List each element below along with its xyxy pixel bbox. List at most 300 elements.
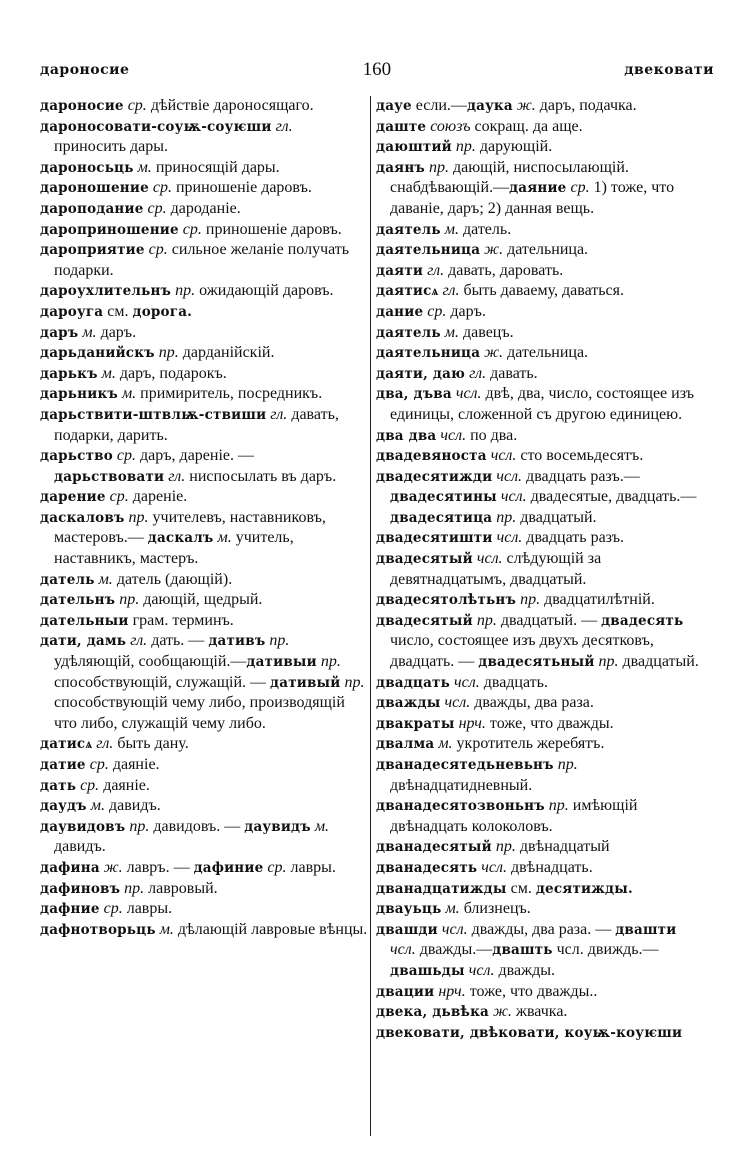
- definition-text: двадцать.: [479, 673, 548, 691]
- grammar-label: чсл.: [486, 447, 517, 465]
- definition-text: укротитель жеребятъ.: [452, 735, 605, 753]
- definition-text: даръ, подачка.: [535, 97, 637, 114]
- definition-text: способствующій, служащій. —: [54, 673, 271, 691]
- headword: датие: [40, 757, 86, 773]
- definition-text: дароданіе.: [166, 199, 241, 217]
- headword: двадесятишти: [376, 530, 493, 547]
- dictionary-entry: [376, 549, 706, 590]
- headword: даувидовъ: [40, 818, 126, 835]
- dictionary-entry: [40, 858, 368, 879]
- headword: дванадесятый: [376, 839, 492, 856]
- grammar-label: пр.: [124, 508, 149, 526]
- grammar-label: чсл.: [437, 920, 468, 938]
- definition-text: давать, даровать.: [444, 261, 564, 279]
- grammar-label: гл.: [126, 632, 148, 650]
- grammar-label: м.: [133, 158, 152, 176]
- dictionary-entry: [376, 220, 706, 241]
- headword: двадевяноста: [376, 448, 487, 465]
- definition-text: имѣющій двѣнадцать колоколовъ.: [390, 797, 638, 835]
- grammar-label: гл.: [164, 467, 186, 485]
- definition-text: лавровый.: [144, 879, 218, 897]
- headword: дорога.: [132, 303, 193, 320]
- grammar-label: пр.: [125, 817, 150, 835]
- grammar-label: чсл.: [492, 529, 523, 547]
- grammar-label: ср.: [76, 776, 100, 794]
- left-column: [40, 96, 368, 940]
- definition-text: датель (дающій).: [112, 570, 233, 588]
- page-header: [40, 56, 714, 84]
- grammar-label: чсл.: [464, 961, 495, 979]
- headword: двации: [376, 983, 435, 1000]
- headword: дательнъ: [40, 592, 116, 609]
- grammar-label: гл.: [423, 261, 445, 279]
- headword: дароприношение: [40, 221, 179, 238]
- headword: даяние: [509, 180, 567, 197]
- grammar-label: чсл.: [449, 673, 480, 691]
- headword: двадесятьный: [478, 654, 595, 671]
- definition-text: даяніе.: [99, 776, 150, 794]
- dictionary-entry: [40, 96, 368, 117]
- grammar-label: м.: [440, 220, 459, 238]
- headword: двадесять: [601, 612, 684, 629]
- dictionary-entry: [376, 467, 706, 529]
- grammar-label: м.: [78, 323, 97, 341]
- headword: дафиние: [193, 859, 264, 876]
- grammar-label: ж.: [99, 858, 123, 876]
- grammar-label: м.: [310, 817, 330, 835]
- definition-text: дважды, два раза.: [470, 694, 594, 712]
- definition-text: тоже, что дважды..: [465, 982, 598, 1000]
- dictionary-entry: [376, 364, 706, 385]
- grammar-label: м.: [97, 364, 116, 382]
- definition-text: дареніе.: [128, 488, 188, 506]
- headword: дароносовати-соуѭ-соуѥши: [40, 118, 272, 135]
- headword: даятель: [376, 324, 441, 341]
- dictionary-entry: [40, 570, 368, 591]
- definition-text: ожидающій даровъ.: [195, 282, 334, 300]
- definition-text: приносящій дары.: [151, 158, 280, 176]
- headword: двадесятый: [376, 612, 473, 629]
- headword: дарьствовати: [54, 468, 165, 485]
- dictionary-entry: [376, 343, 706, 364]
- dictionary-entry: [376, 899, 706, 920]
- running-headword-left: дароносие: [40, 62, 130, 78]
- definition-text: даръ, подарокъ.: [115, 364, 227, 382]
- definition-text: лавръ. —: [122, 858, 194, 876]
- dictionary-entry: [376, 693, 706, 714]
- dictionary-entry: [40, 446, 368, 487]
- dictionary-entry: [40, 405, 368, 446]
- grammar-label: пр.: [120, 879, 145, 897]
- definition-text: двѣнадцатый: [515, 838, 610, 856]
- headword: дауе: [376, 98, 412, 114]
- headword: двадесятолѣтьнъ: [376, 592, 517, 609]
- grammar-label: гл.: [465, 364, 487, 382]
- grammar-label: ср.: [263, 858, 287, 876]
- dictionary-entry: [40, 776, 368, 797]
- dictionary-entry: [376, 158, 706, 220]
- dictionary-entry: [40, 796, 368, 817]
- dictionary-entry: [376, 714, 706, 735]
- headword: дание: [376, 303, 424, 320]
- definition-text: дающій, ниспосылающій. снабдѣвающій.—: [390, 158, 629, 197]
- dictionary-entry: [376, 528, 706, 549]
- headword: дати, дамь: [40, 633, 127, 650]
- definition-text: приношеніе даровъ.: [201, 220, 342, 238]
- dictionary-entry: [376, 323, 706, 344]
- dictionary-entry: [40, 158, 368, 179]
- dictionary-entry: [376, 426, 706, 447]
- grammar-label: ж.: [489, 1003, 512, 1021]
- grammar-label: пр.: [340, 673, 365, 691]
- dictionary-entry: [376, 261, 706, 282]
- dictionary-entry: [376, 281, 706, 302]
- dictionary-entry: [40, 240, 368, 281]
- headword: даятельница: [376, 242, 481, 259]
- grammar-label: пр.: [115, 591, 140, 609]
- grammar-label: нрч.: [434, 982, 466, 1000]
- grammar-label: гл.: [438, 282, 460, 300]
- grammar-label: м.: [155, 920, 174, 938]
- dictionary-entry: [376, 920, 706, 982]
- headword: двашди: [376, 921, 438, 938]
- definition-text: давать, подарки, дарить.: [54, 405, 339, 444]
- right-column: [376, 96, 706, 1043]
- definition-text: дательница.: [503, 344, 589, 362]
- definition-text: см.: [103, 302, 133, 320]
- dictionary-entry: [40, 879, 368, 900]
- definition-text: ниспосылать въ даръ.: [185, 467, 337, 485]
- column-divider: [370, 96, 371, 1136]
- headword: дафина: [40, 859, 100, 876]
- headword: двадесятый: [376, 551, 473, 568]
- headword: датель: [40, 571, 95, 588]
- definition-text: быть даваему, даваться.: [459, 282, 624, 300]
- headword: дванадцатижды: [376, 880, 507, 897]
- grammar-label: пр.: [316, 653, 341, 671]
- headword: два два: [376, 427, 437, 444]
- dictionary-entry: [40, 199, 368, 220]
- headword: даятельница: [376, 345, 481, 362]
- headword: двалма: [376, 736, 435, 753]
- grammar-label: ср.: [99, 900, 123, 918]
- definition-text: дѣйствіе дароносящаго.: [146, 97, 314, 114]
- definition-text: датель.: [458, 220, 512, 238]
- definition-text: близнецъ.: [459, 900, 531, 918]
- grammar-label: м.: [213, 529, 232, 547]
- headword: дванадесятозвоньнъ: [376, 798, 545, 815]
- definition-text: даръ.: [96, 323, 137, 341]
- dictionary-entry: [40, 220, 368, 241]
- grammar-label: пр.: [424, 158, 449, 176]
- headword: даскалъ: [147, 530, 214, 547]
- headword: датисѧ: [40, 736, 93, 753]
- grammar-label: пр.: [451, 138, 476, 156]
- headword: дароуга: [40, 303, 104, 320]
- headword: дафние: [40, 901, 100, 918]
- headword: двадесятица: [390, 509, 493, 526]
- dictionary-entry: [376, 755, 706, 796]
- headword: даюштий: [376, 139, 452, 156]
- headword: дативыи: [246, 654, 317, 671]
- dictionary-entry: [40, 755, 368, 776]
- definition-text: двадесятые, двадцать.—: [526, 488, 697, 506]
- dictionary-entry: [376, 982, 706, 1003]
- grammar-label: союзъ: [426, 117, 471, 135]
- headword: даудъ: [40, 798, 87, 815]
- definition-text: давидъ.: [54, 838, 106, 856]
- dictionary-entry: [40, 117, 368, 158]
- headword: даятель: [376, 221, 441, 238]
- definition-text: если.—: [411, 97, 467, 114]
- dictionary-entry: [376, 734, 706, 755]
- definition-text: чсл. движдь.—: [552, 941, 659, 959]
- definition-text: давать.: [486, 364, 538, 382]
- grammar-label: ср.: [144, 241, 168, 259]
- headword: дарение: [40, 489, 106, 506]
- dictionary-entry: [376, 446, 706, 467]
- definition-text: дать. —: [147, 632, 209, 650]
- grammar-label: чсл.: [472, 550, 503, 568]
- definition-text: сто восемьдесятъ.: [516, 447, 644, 465]
- grammar-label: чсл.: [390, 941, 416, 959]
- grammar-label: ср.: [566, 179, 590, 197]
- headword: дароношение: [40, 180, 149, 197]
- definition-text: лавры.: [286, 858, 336, 876]
- grammar-label: пр.: [516, 591, 541, 609]
- definition-text: давидъ.: [104, 797, 161, 815]
- dictionary-entry: [376, 117, 706, 138]
- definition-text: способствующій чему либо, производящій что либо, служащій чему либо.: [54, 694, 345, 732]
- headword: дароносьць: [40, 159, 134, 176]
- headword: даяти, даю: [376, 365, 466, 382]
- headword: двашти: [615, 921, 677, 938]
- headword: двакраты: [376, 715, 455, 732]
- grammar-label: чсл.: [496, 488, 527, 506]
- definition-text: 1) тоже, что даваніе, даръ; 2) данная вещь.: [390, 179, 675, 217]
- dictionary-entry: [40, 920, 368, 941]
- headword: дарькъ: [40, 365, 98, 382]
- definition-text: двѣнадцать.: [506, 858, 593, 876]
- definition-text: даръ.: [446, 302, 486, 320]
- headword: дарьство: [40, 448, 113, 465]
- headword: дароносие: [40, 98, 124, 114]
- definition-text: дважды.—: [415, 941, 493, 959]
- headword: даянъ: [376, 159, 425, 176]
- grammar-label: м.: [434, 735, 453, 753]
- dictionary-entry: [376, 879, 706, 900]
- headword: дароухлительнъ: [40, 283, 172, 300]
- headword: дароподание: [40, 200, 144, 217]
- headword: дарьданийскъ: [40, 345, 155, 362]
- headword: дважды: [376, 695, 441, 712]
- headword: двашьды: [390, 962, 465, 979]
- grammar-label: гл.: [271, 117, 293, 135]
- dictionary-entry: [376, 1023, 706, 1044]
- dictionary-entry: [40, 281, 368, 302]
- grammar-label: ср.: [423, 302, 447, 320]
- grammar-label: ж.: [480, 344, 504, 362]
- grammar-label: м.: [117, 385, 137, 403]
- definition-text: даръ, дареніе. —: [136, 447, 254, 465]
- headword: дванадесять: [376, 859, 478, 876]
- running-headword-right: двековати: [624, 62, 714, 78]
- definition-text: двадцатый. —: [496, 611, 602, 629]
- dictionary-entry: [376, 590, 706, 611]
- grammar-label: ср.: [123, 97, 147, 114]
- dictionary-entry: [40, 178, 368, 199]
- definition-text: быть дану.: [113, 735, 189, 753]
- definition-text: давидовъ. —: [149, 817, 245, 835]
- grammar-label: чсл.: [477, 858, 507, 876]
- grammar-label: пр.: [544, 797, 569, 815]
- dictionary-entry: [40, 487, 368, 508]
- definition-text: по два.: [466, 426, 518, 444]
- grammar-label: гл.: [266, 405, 288, 423]
- dictionary-entry: [40, 364, 368, 385]
- definition-text: примиритель, посредникъ.: [136, 385, 323, 403]
- dictionary-entry: [376, 240, 706, 261]
- headword: дативъ: [208, 633, 266, 650]
- dictionary-entry: [40, 343, 368, 364]
- grammar-label: ср.: [178, 220, 202, 238]
- grammar-label: ж.: [512, 97, 536, 114]
- headword: дательныи: [40, 612, 129, 629]
- headword: десятижды.: [535, 880, 633, 897]
- grammar-label: ср.: [143, 199, 167, 217]
- definition-text: жвачка.: [511, 1003, 568, 1021]
- definition-text: дважды, два раза. —: [467, 920, 616, 938]
- definition-text: дважды.: [494, 961, 555, 979]
- definition-text: двѣ, два, число, состоящее изъ единицы, сложенной съ другою единицею.: [390, 385, 695, 423]
- definition-text: двадцатый.: [618, 653, 699, 671]
- definition-text: двѣнадцатидневный.: [390, 776, 533, 794]
- headword: двека, дьвѣка: [376, 1004, 489, 1021]
- grammar-label: м.: [441, 900, 460, 918]
- headword: дарьникъ: [40, 386, 118, 403]
- definition-text: лавры.: [122, 900, 173, 918]
- grammar-label: пр.: [171, 282, 196, 300]
- definition-text: см.: [506, 879, 536, 897]
- dictionary-entry: [40, 899, 368, 920]
- grammar-label: пр.: [594, 653, 619, 671]
- definition-text: учителевъ, наставниковъ, мастеровъ.—: [54, 508, 326, 547]
- headword: дативый: [270, 674, 341, 691]
- dictionary-entry: [40, 611, 368, 632]
- grammar-label: пр.: [492, 508, 517, 526]
- definition-text: дающій, щедрый.: [139, 591, 263, 609]
- dictionary-entry: [376, 611, 706, 673]
- headword: двадесятижди: [376, 468, 493, 485]
- definition-text: дательница.: [503, 241, 589, 259]
- grammar-label: ср.: [85, 756, 109, 773]
- dictionary-entry: [40, 302, 368, 323]
- definition-text: слѣдующій за девятнадцатымъ, двадцатый.: [390, 550, 602, 588]
- definition-text: учитель, наставникъ, мастеръ.: [54, 529, 294, 568]
- headword: два, дъва: [376, 386, 452, 403]
- definition-text: сокращ. да аще.: [470, 117, 583, 135]
- headword: двауьць: [376, 901, 442, 918]
- definition-text: двадцать разъ.—: [522, 467, 640, 485]
- dictionary-entry: [376, 796, 706, 837]
- dictionary-entry: [376, 96, 706, 117]
- dictionary-entry: [40, 384, 368, 405]
- dictionary-entry: [40, 817, 368, 858]
- grammar-label: чсл.: [451, 385, 482, 403]
- definition-text: число, состоящее изъ двухъ десятковъ, двадцать. —: [390, 632, 654, 671]
- grammar-label: м.: [86, 797, 105, 815]
- dictionary-entry: [376, 137, 706, 158]
- definition-text: двадцатый.: [516, 508, 597, 526]
- grammar-label: м.: [94, 570, 113, 588]
- dictionary-entry: [40, 508, 368, 570]
- headword: даяти: [376, 262, 424, 279]
- headword: двадцать: [376, 674, 450, 691]
- dictionary-entry: [376, 1002, 706, 1023]
- dictionary-entry: [376, 837, 706, 858]
- headword: двековати, двѣковати, коуѭ-коуѥши: [376, 1024, 683, 1041]
- grammar-label: чсл.: [492, 467, 523, 485]
- dictionary-entry: [40, 631, 368, 734]
- definition-text: дарданійскій.: [178, 344, 275, 362]
- headword: дванадесятедьневьнъ: [376, 757, 554, 773]
- definition-text: давецъ.: [458, 323, 514, 341]
- definition-text: двадцать разъ.: [522, 529, 624, 547]
- grammar-label: м.: [440, 323, 459, 341]
- grammar-label: чсл.: [436, 426, 467, 444]
- grammar-label: пр.: [265, 632, 290, 650]
- headword: двадесятины: [390, 489, 497, 506]
- dictionary-entry: [376, 673, 706, 694]
- headword: дароприятие: [40, 242, 145, 259]
- headword: даскаловъ: [40, 509, 125, 526]
- headword: даръ: [40, 324, 79, 341]
- headword: даука: [466, 98, 513, 114]
- grammar-label: пр.: [154, 344, 179, 362]
- definition-text: грам. терминъ.: [128, 611, 234, 629]
- page-number: 160: [362, 59, 392, 80]
- headword: дафиновъ: [40, 880, 121, 897]
- headword: дафнотворьць: [40, 921, 156, 938]
- definition-text: тоже, что дважды.: [485, 714, 614, 732]
- definition-text: сильное желаніе получать подарки.: [54, 241, 350, 279]
- definition-text: дарующій.: [475, 138, 553, 156]
- grammar-label: ж.: [480, 241, 504, 259]
- headword: даувидъ: [244, 818, 311, 835]
- definition-text: даяніе.: [108, 756, 160, 773]
- grammar-label: гл.: [92, 735, 114, 753]
- definition-text: двадцатилѣтній.: [540, 591, 655, 609]
- grammar-label: нрч.: [454, 714, 486, 732]
- grammar-label: пр.: [491, 838, 516, 856]
- headword: дать: [40, 777, 77, 794]
- grammar-label: ср.: [105, 488, 129, 506]
- headword: дарьствити-штвлѭ-ствиши: [40, 406, 267, 423]
- headword: двашть: [492, 942, 553, 959]
- dictionary-entry: [40, 734, 368, 755]
- grammar-label: пр.: [472, 611, 497, 629]
- grammar-label: ср.: [112, 447, 137, 465]
- definition-text: удѣляющій, сообщающій.—: [54, 653, 247, 671]
- definition-text: приносить дары.: [54, 138, 169, 156]
- grammar-label: ср.: [148, 179, 172, 197]
- dictionary-entry: [376, 384, 706, 425]
- headword: даште: [376, 118, 427, 135]
- dictionary-entry: [40, 323, 368, 344]
- definition-text: приношеніе даровъ.: [171, 179, 312, 197]
- dictionary-entry: [376, 302, 706, 323]
- dictionary-entry: [376, 858, 706, 879]
